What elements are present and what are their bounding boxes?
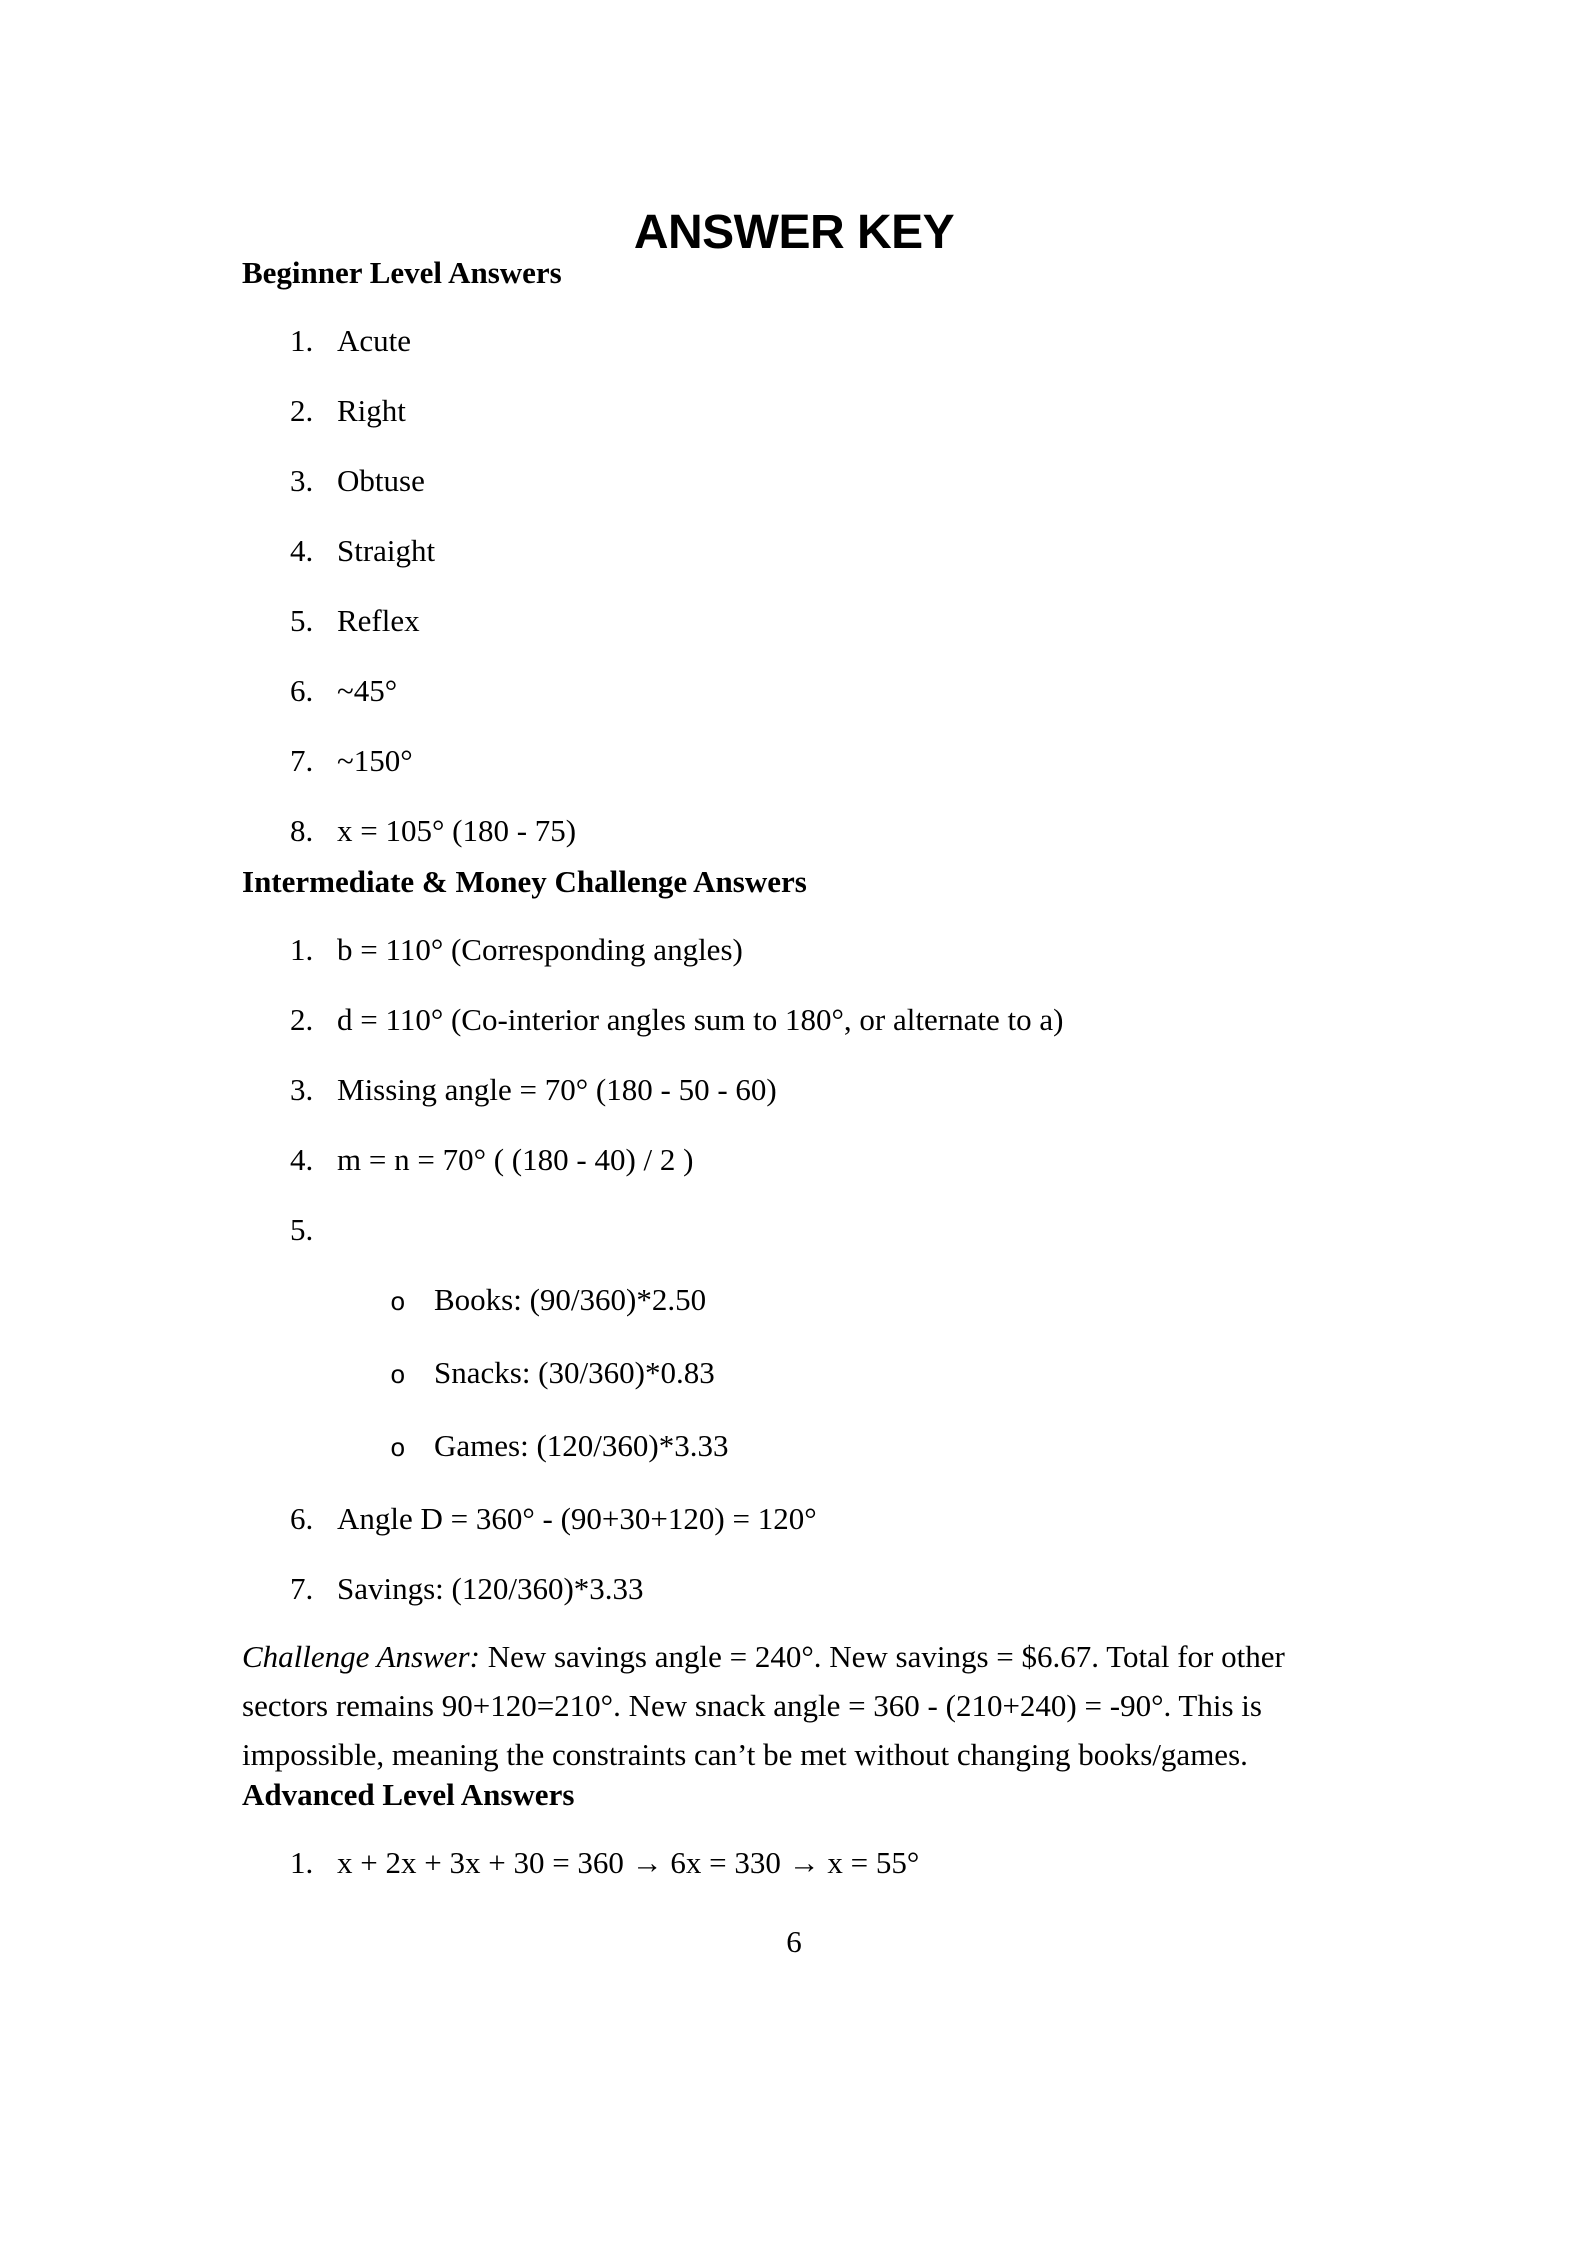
list-item-number: 7. (290, 743, 314, 778)
list-item-text: Missing angle = 70° (180 - 50 - 60) (337, 1072, 777, 1107)
challenge-answer-paragraph (242, 1632, 1346, 1779)
list-item (242, 796, 1346, 866)
list-item (242, 656, 1346, 726)
list-item-text: x + 2x + 3x + 30 = 360 → 6x = 330 → x = 55° (337, 1845, 920, 1880)
page-number: 6 (786, 1924, 802, 1959)
list-item (242, 1484, 1346, 1554)
list-item-text: ~45° (337, 673, 398, 708)
list-item (242, 1055, 1346, 1125)
list-item-number: 8. (290, 813, 314, 848)
sub-list-item-text: Books: (90/360)*2.50 (434, 1282, 707, 1317)
list-item-number: 2. (290, 1002, 314, 1037)
sub-list-item-text: Games: (120/360)*3.33 (434, 1428, 729, 1463)
list-item-number: 6. (290, 673, 314, 708)
sub-list-item (242, 1411, 1346, 1484)
list-item (242, 1828, 1346, 1898)
challenge-answer-label: Challenge Answer: (242, 1639, 480, 1674)
list-item-text: Straight (337, 533, 436, 568)
list-item-text: d = 110° (Co-interior angles sum to 180°, or alternate to a) (337, 1002, 1064, 1037)
list-item-number: 1. (290, 1845, 314, 1880)
list-item-text: b = 110° (Corresponding angles) (337, 932, 743, 967)
circle-bullet-icon: o (390, 1288, 406, 1318)
list-item (242, 516, 1346, 586)
list-item-text: ~150° (337, 743, 413, 778)
list-item-number: 6. (290, 1501, 314, 1536)
list-item-number: 5. (290, 603, 314, 638)
list-item (242, 1195, 1346, 1265)
list-item-text: Reflex (337, 603, 420, 638)
list-item-text: Savings: (120/360)*3.33 (337, 1571, 644, 1606)
advanced-answer-list (242, 1828, 1346, 1898)
list-item-number: 5. (290, 1212, 314, 1247)
list-item (242, 586, 1346, 656)
beginner-answer-list (242, 306, 1346, 866)
list-item-number: 4. (290, 1142, 314, 1177)
challenge-answer-text: New savings angle = 240°. New savings = $6.67. Total for other sectors remains 90+120=210°. New snack angle = 360 - (210+240) = -90°. This is impossible, meaning the constraints can’t be met without changing books/games. (242, 1639, 1285, 1772)
list-item-number: 3. (290, 1072, 314, 1107)
list-item-number: 7. (290, 1571, 314, 1606)
sub-list-item (242, 1265, 1346, 1338)
list-item-number: 2. (290, 393, 314, 428)
list-item-text: Right (337, 393, 406, 428)
list-item-number: 3. (290, 463, 314, 498)
sub-list-item (242, 1338, 1346, 1411)
circle-bullet-icon: o (390, 1361, 406, 1391)
list-item (242, 985, 1346, 1055)
list-item-number: 1. (290, 323, 314, 358)
list-item (242, 726, 1346, 796)
list-item-text: Acute (337, 323, 412, 358)
list-item (242, 1554, 1346, 1624)
list-item-text: m = n = 70° ( (180 - 40) / 2 ) (337, 1142, 694, 1177)
list-item (242, 915, 1346, 985)
circle-bullet-icon: o (390, 1434, 406, 1464)
list-item (242, 306, 1346, 376)
list-item (242, 446, 1346, 516)
sub-list-item-text: Snacks: (30/360)*0.83 (434, 1355, 715, 1390)
list-item-text: Obtuse (337, 463, 425, 498)
list-item-text: x = 105° (180 - 75) (337, 813, 577, 848)
list-item (242, 376, 1346, 446)
intermediate-answer-list (242, 915, 1346, 1624)
section-heading-beginner: Beginner Level Answers (242, 255, 562, 290)
section-heading-intermediate: Intermediate & Money Challenge Answers (242, 864, 807, 899)
list-item-number: 1. (290, 932, 314, 967)
list-item-text: Angle D = 360° - (90+30+120) = 120° (337, 1501, 817, 1536)
page-title: ANSWER KEY (633, 206, 955, 259)
list-item (242, 1125, 1346, 1195)
section-heading-advanced: Advanced Level Answers (242, 1777, 575, 1812)
list-item-number: 4. (290, 533, 314, 568)
